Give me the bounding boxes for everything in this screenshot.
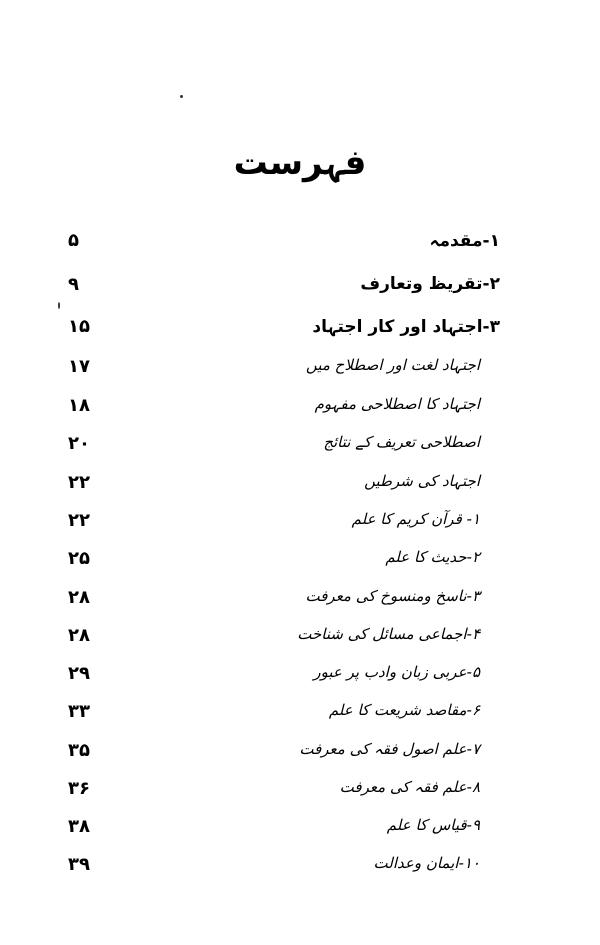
toc-entry-label: اجتہاد کا اصطلاحی مفہوم (314, 395, 480, 413)
toc-page-number: ۳۳ (68, 701, 90, 722)
page-title: فہرست (233, 143, 367, 183)
toc-page-number: ۵ (68, 230, 79, 251)
toc-entry-label: اصطلاحی تعریف کے نتائج (323, 433, 480, 451)
toc-page-number: ۲۰ (68, 433, 90, 454)
toc-row (68, 663, 500, 701)
toc-entry-label: ۳-اجتہاد اور کار اجتہاد (312, 317, 500, 337)
toc-entry-label: ۵-عربی زبان وادب پر عبور (313, 663, 480, 681)
toc-page-number: ۲۸ (68, 587, 90, 608)
toc-page-number: ۲۲ (68, 510, 90, 531)
toc-page-number: ۳۵ (68, 740, 90, 761)
toc-page-number: ۱۵ (68, 316, 90, 337)
toc-page-number: ۲۵ (68, 548, 90, 569)
toc-entry-label: ۲-تقریظ وتعارف (360, 274, 500, 294)
toc-entry-label: ۳-ناسخ ومنسوخ کی معرفت (305, 587, 480, 605)
toc-row (68, 356, 500, 394)
toc-page-number: ۲۸ (68, 625, 90, 646)
toc-entry-label: ۸-علم فقہ کی معرفت (339, 778, 480, 796)
toc-entry-label: ۷-علم اصول فقہ کی معرفت (299, 740, 480, 758)
toc-entry-label: ۱- قرآن کریم کا علم (351, 510, 480, 528)
toc-page-number: ۲۲ (68, 472, 90, 493)
toc-row (68, 854, 500, 892)
toc-row (68, 778, 500, 816)
toc-row (68, 816, 500, 854)
toc-entry-label: اجتہاد لغت اور اصطلاح میں (305, 356, 480, 374)
toc-row (68, 548, 500, 586)
toc-row (68, 740, 500, 778)
toc-page-number: ۱۸ (68, 395, 90, 416)
scan-speck (58, 302, 60, 309)
toc-row (68, 701, 500, 739)
toc-row (68, 230, 500, 268)
toc-row (68, 433, 500, 471)
toc-entry-label: ۹-قیاس کا علم (386, 816, 480, 834)
toc-entry-label: ۶-مقاصد شریعت کا علم (328, 701, 480, 719)
toc-row (68, 472, 500, 510)
toc-row (68, 587, 500, 625)
toc-row (68, 395, 500, 433)
scan-speck (180, 95, 183, 98)
toc-page-number: ۳۹ (68, 854, 90, 875)
toc-entry-label: اجتہاد کی شرطیں (364, 472, 480, 490)
toc-page-number: ۳۸ (68, 816, 90, 837)
toc-entry-label: ۱۰-ایمان وعدالت (373, 854, 480, 872)
toc-row (68, 316, 500, 354)
toc-entry-label: ۲-حدیث کا علم (385, 548, 480, 566)
toc-row (68, 510, 500, 548)
toc-row (68, 274, 500, 312)
toc-row (68, 625, 500, 663)
toc-page-number: ۲۹ (68, 663, 90, 684)
toc-entry-label: ۱-مقدمہ (429, 231, 500, 251)
toc-page-number: ۹ (68, 274, 79, 295)
toc-page-number: ۳۶ (68, 778, 90, 799)
toc-entry-label: ۴-اجماعی مسائل کی شناخت (297, 625, 480, 643)
toc-page-number: ۱۷ (68, 356, 90, 377)
